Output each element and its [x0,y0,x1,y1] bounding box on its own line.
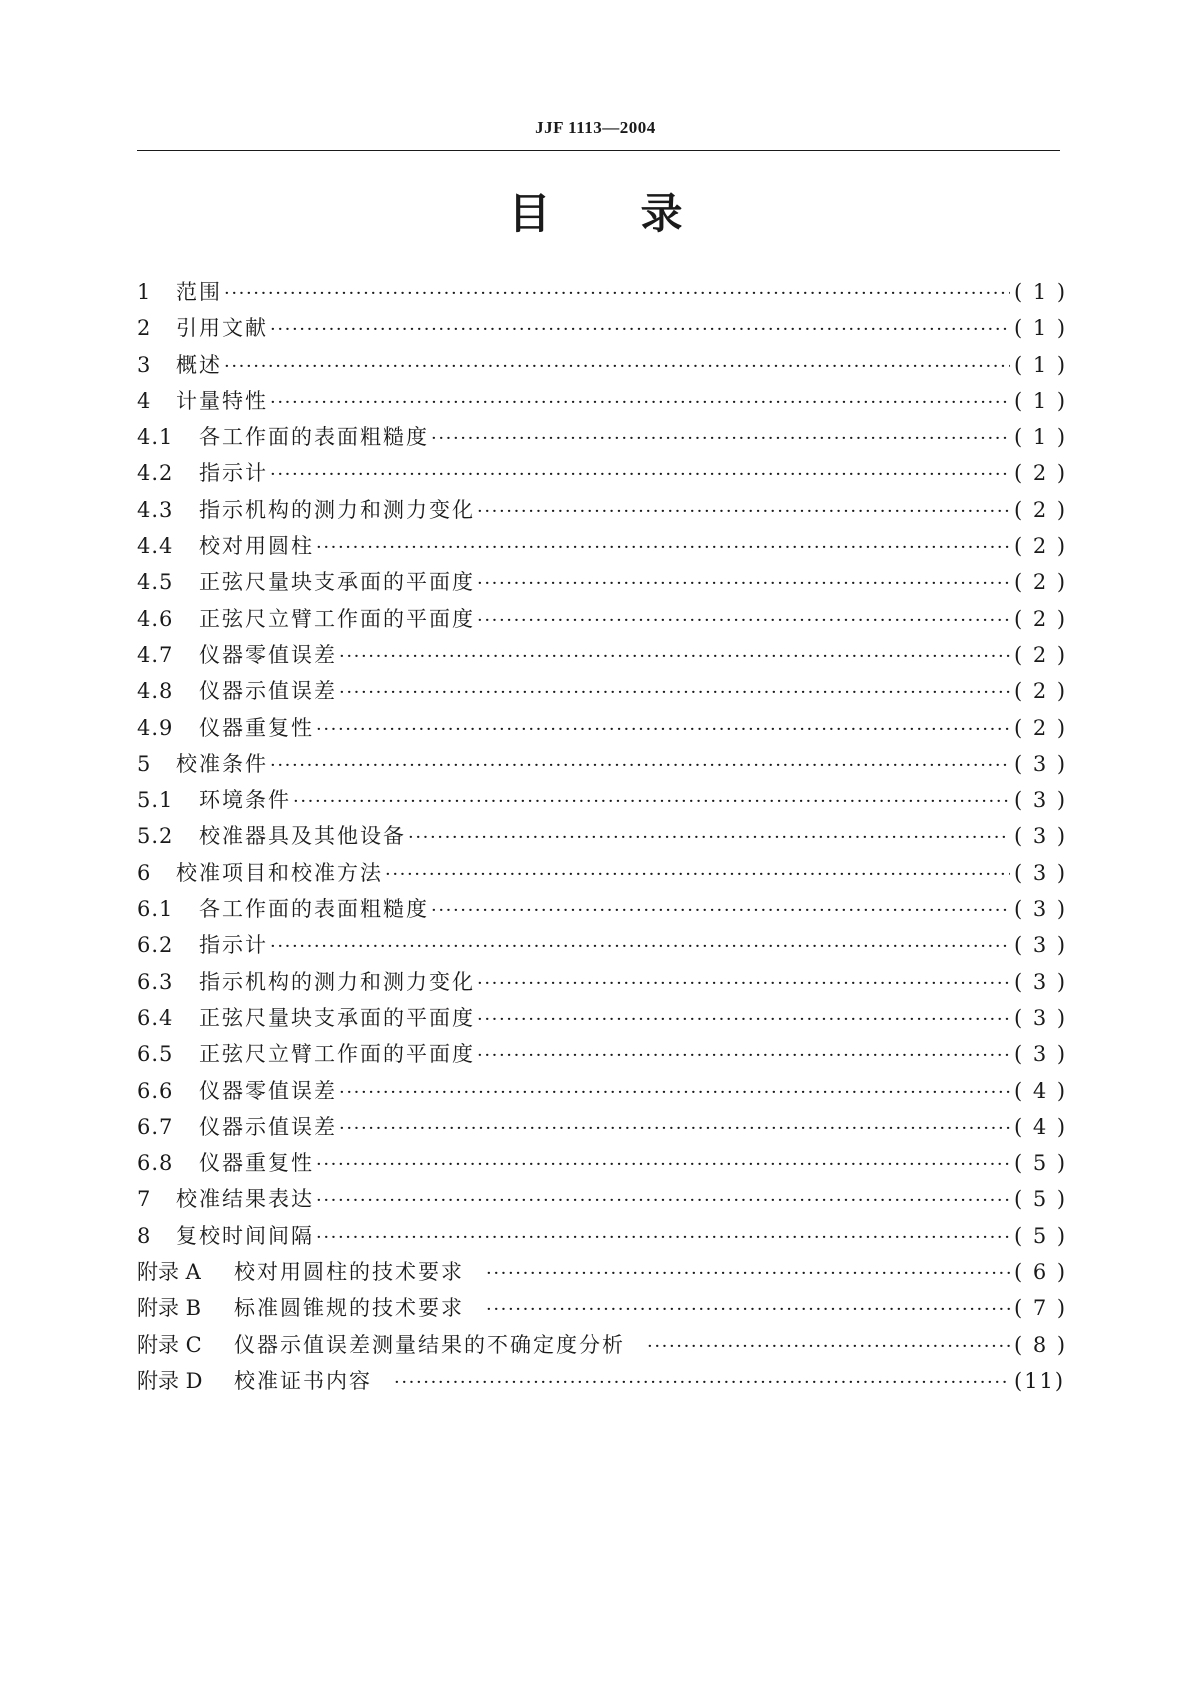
toc-entry-appendix[interactable] [137,1365,1066,1401]
toc-leader [486,1296,1010,1320]
toc-number: 6.5 [137,1042,174,1067]
header-rule [137,150,1060,151]
toc-leader [339,679,1010,703]
toc-page: ( 3 ) [1014,1005,1068,1030]
toc-number: 1 [137,280,152,304]
toc-leader [316,1187,1010,1211]
toc-entry[interactable] [137,494,1068,530]
toc-leader [316,534,1010,558]
standard-code-header: JJF 1113—2004 [535,118,656,137]
page-title [0,189,1191,238]
toc-label: 仪器零值误差 [199,1078,337,1103]
toc-entry[interactable] [137,603,1068,639]
table-of-contents [137,276,1068,1401]
toc-label: 各工作面的表面粗糙度 [199,425,429,450]
toc-entry[interactable] [137,966,1068,1002]
toc-label: 仪器示值误差 [199,1114,337,1139]
toc-leader [224,280,1010,304]
toc-number: 4.7 [137,642,174,667]
toc-leader [316,1224,1010,1248]
toc-number: 6.3 [137,969,174,994]
toc-number: 5 [137,751,152,776]
toc-leader [339,1079,1010,1103]
toc-leader [486,1260,1010,1284]
toc-number: 5.2 [137,824,174,849]
toc-leader [477,1006,1010,1030]
toc-entry[interactable] [137,566,1068,602]
toc-number: 附录 A [137,1260,201,1285]
toc-page: ( 7 ) [1014,1296,1068,1321]
toc-label: 指示计 [199,461,268,486]
toc-number: 4.5 [137,570,174,595]
title-char-1: 目 [508,189,551,238]
toc-leader [270,933,1010,957]
toc-label: 范围 [176,280,222,304]
toc-number: 4 [137,388,152,413]
toc-leader [385,861,1010,885]
toc-entry[interactable] [137,312,1068,348]
toc-page: ( 1 ) [1014,352,1068,377]
toc-leader [431,425,1010,449]
toc-label: 计量特性 [176,388,268,413]
toc-label: 指示计 [199,933,268,958]
toc-leader [270,316,1010,340]
toc-number: 4.2 [137,461,174,486]
toc-label: 仪器重复性 [199,1151,314,1176]
toc-page: (11) [1014,1368,1066,1393]
toc-leader [477,570,1010,594]
toc-page: ( 3 ) [1014,824,1068,849]
toc-entry[interactable] [137,929,1068,965]
toc-label: 概述 [176,352,222,377]
toc-leader [270,461,1010,485]
toc-page: ( 1 ) [1014,280,1068,304]
title-char-2: 录 [640,189,683,238]
toc-leader [293,788,1010,812]
toc-label: 正弦尺量块支承面的平面度 [199,570,475,595]
toc-entry[interactable] [137,1147,1068,1183]
toc-entry[interactable] [137,530,1068,566]
toc-label: 正弦尺立臂工作面的平面度 [199,606,475,631]
toc-page: ( 2 ) [1014,642,1068,667]
toc-number: 6.6 [137,1078,174,1103]
toc-number: 附录 B [137,1296,202,1321]
toc-page: ( 2 ) [1014,679,1068,704]
toc-number: 6.2 [137,933,174,958]
toc-number: 4.4 [137,534,174,559]
toc-label: 校准项目和校准方法 [176,860,383,885]
toc-page: ( 2 ) [1014,461,1068,486]
toc-label: 校对用圆柱的技术要求 [234,1260,464,1285]
toc-page: ( 3 ) [1014,1042,1068,1067]
toc-leader [477,607,1010,631]
toc-entry[interactable] [137,857,1068,893]
toc-page: ( 2 ) [1014,715,1068,740]
toc-page: ( 5 ) [1014,1223,1068,1248]
toc-entry[interactable] [137,784,1068,820]
toc-page: ( 5 ) [1014,1151,1068,1176]
toc-label: 仪器重复性 [199,715,314,740]
toc-label: 指示机构的测力和测力变化 [199,969,475,994]
toc-entry[interactable] [137,276,1068,312]
toc-entry[interactable] [137,1038,1068,1074]
toc-entry-appendix[interactable] [137,1292,1068,1328]
toc-number: 4.3 [137,497,174,522]
toc-entry[interactable] [137,712,1068,748]
toc-label: 仪器示值误差 [199,679,337,704]
toc-label: 各工作面的表面粗糙度 [199,897,429,922]
toc-number: 附录 C [137,1332,202,1357]
toc-entry-appendix[interactable] [137,1256,1068,1292]
toc-entry[interactable] [137,1220,1068,1256]
toc-entry[interactable] [137,748,1068,784]
toc-page: ( 8 ) [1014,1332,1068,1357]
toc-entry[interactable] [137,385,1068,421]
toc-number: 附录 D [137,1368,203,1393]
toc-entry[interactable] [137,675,1068,711]
toc-leader [431,897,1010,921]
toc-label: 校对用圆柱 [199,534,314,559]
toc-number: 2 [137,316,152,341]
toc-entry[interactable] [137,1111,1068,1147]
toc-page: ( 1 ) [1014,316,1068,341]
toc-number: 6.1 [137,897,174,922]
toc-number: 4.8 [137,679,174,704]
toc-entry[interactable] [137,893,1068,929]
toc-entry[interactable] [137,349,1068,385]
toc-label: 校准结果表达 [176,1187,314,1212]
toc-page: ( 5 ) [1014,1187,1068,1212]
toc-number: 4.9 [137,715,174,740]
toc-number: 4.1 [137,425,174,450]
toc-entry[interactable] [137,639,1068,675]
toc-leader [316,1151,1010,1175]
toc-label: 指示机构的测力和测力变化 [199,497,475,522]
toc-leader [647,1333,1010,1357]
toc-leader [270,389,1010,413]
toc-page: ( 3 ) [1014,751,1068,776]
toc-leader [477,498,1010,522]
toc-page: ( 1 ) [1014,388,1068,413]
toc-page: ( 2 ) [1014,534,1068,559]
toc-label: 仪器零值误差 [199,642,337,667]
toc-page: ( 3 ) [1014,933,1068,958]
toc-label: 仪器示值误差测量结果的不确定度分析 [234,1332,625,1357]
toc-label: 环境条件 [199,788,291,813]
toc-number: 6.7 [137,1114,174,1139]
toc-entry[interactable] [137,421,1068,457]
toc-number: 6.8 [137,1151,174,1176]
toc-page: ( 2 ) [1014,497,1068,522]
toc-number: 8 [137,1223,152,1248]
toc-page: ( 3 ) [1014,897,1068,922]
toc-label: 引用文献 [176,316,268,341]
toc-label: 复校时间间隔 [176,1223,314,1248]
toc-label: 正弦尺立臂工作面的平面度 [199,1042,475,1067]
toc-page: ( 3 ) [1014,860,1068,885]
toc-number: 4.6 [137,606,174,631]
toc-entry[interactable] [137,820,1068,856]
toc-leader [394,1369,1010,1393]
toc-leader [477,1042,1010,1066]
toc-entry[interactable] [137,1183,1068,1219]
toc-label: 校准证书内容 [234,1368,372,1393]
toc-number: 6.4 [137,1005,174,1030]
toc-leader [339,1115,1010,1139]
toc-leader [477,970,1010,994]
toc-page: ( 6 ) [1014,1260,1068,1285]
toc-entry-appendix[interactable] [137,1329,1068,1365]
toc-label: 校准器具及其他设备 [199,824,406,849]
toc-leader [339,643,1010,667]
toc-leader [270,752,1010,776]
toc-label: 校准条件 [176,751,268,776]
toc-page: ( 4 ) [1014,1078,1068,1103]
toc-entry[interactable] [137,1075,1068,1111]
toc-number: 3 [137,352,152,377]
toc-page: ( 3 ) [1014,788,1068,813]
toc-leader [408,824,1010,848]
toc-entry[interactable] [137,1002,1068,1038]
toc-page: ( 2 ) [1014,606,1068,631]
toc-number: 6 [137,860,152,885]
toc-leader [316,716,1010,740]
toc-entry[interactable] [137,457,1068,493]
toc-number: 5.1 [137,788,174,813]
toc-page: ( 4 ) [1014,1114,1068,1139]
toc-page: ( 3 ) [1014,969,1068,994]
toc-page: ( 1 ) [1014,425,1068,450]
toc-number: 7 [137,1187,152,1212]
toc-leader [224,353,1010,377]
toc-page: ( 2 ) [1014,570,1068,595]
toc-label: 正弦尺量块支承面的平面度 [199,1005,475,1030]
toc-label: 标准圆锥规的技术要求 [234,1296,464,1321]
